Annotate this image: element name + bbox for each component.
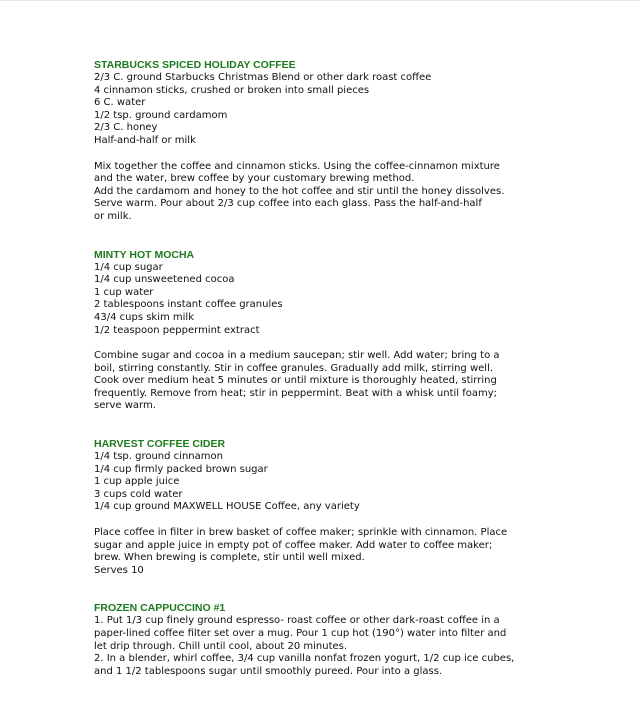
ingredient-item: 1/4 cup firmly packed brown sugar xyxy=(94,463,268,475)
directions-line: Add the cardamom and honey to the hot coffee and stir until the honey dissolves. xyxy=(94,185,505,197)
recipe-frozen-cappuccino xyxy=(94,602,564,678)
directions-line: brew. When brewing is complete, stir until well mixed. xyxy=(94,552,365,564)
ingredient-item: 1/4 cup sugar xyxy=(94,261,163,273)
directions-line: Serves 10 xyxy=(94,564,144,576)
ingredient-item: 1/4 tsp. ground cinnamon xyxy=(94,451,223,463)
ingredient-item: 1 cup water xyxy=(94,286,154,298)
ingredient-item: 43/4 cups skim milk xyxy=(94,311,194,323)
ingredient-item: 2/3 C. honey xyxy=(94,122,158,134)
ingredient-item: 1/4 cup unsweetened cocoa xyxy=(94,274,235,286)
ingredient-item: 1/2 tsp. ground cardamom xyxy=(94,109,228,121)
directions-line: paper-lined coffee filter set over a mug. Pour 1 cup hot (190°) water into filter and xyxy=(94,628,507,639)
ingredient-item: 1/2 teaspoon peppermint extract xyxy=(94,324,260,336)
directions-line: and 1 1/2 tablespoons sugar until smoothly pureed. Pour into a glass. xyxy=(94,665,443,677)
ingredient-item: 4 cinnamon sticks, crushed or broken into small pieces xyxy=(94,84,370,96)
directions-line: Cook over medium heat 5 minutes or until mixture is thoroughly heated, stirring xyxy=(94,375,497,387)
directions-text xyxy=(94,350,564,413)
recipe-minty-hot-mocha xyxy=(94,249,564,414)
ingredient-item: 6 C. water xyxy=(94,97,146,109)
ingredient-list xyxy=(94,262,564,338)
ingredient-item: Half-and-half or milk xyxy=(94,134,196,146)
directions-line: serve warm. xyxy=(94,400,156,412)
ingredient-item: 2/3 C. ground Starbucks Christmas Blend or other dark roast coffee xyxy=(94,72,432,83)
directions-text xyxy=(94,161,564,224)
recipe-harvest-coffee-cider xyxy=(94,438,564,577)
recipe-title: STARBUCKS SPICED HOLIDAY COFFEE xyxy=(94,59,296,71)
directions-line: Serve warm. Pour about 2/3 cup coffee into each glass. Pass the half-and-half xyxy=(94,198,482,210)
ingredient-list xyxy=(94,72,564,148)
directions-line: let drip through. Chill until cool, about 20 minutes. xyxy=(94,640,348,652)
directions-line: Combine sugar and cocoa in a medium saucepan; stir well. Add water; bring to a xyxy=(94,350,500,362)
directions-line: 1. Put 1/3 cup finely ground espresso- roast coffee or other dark-roast coffee in a xyxy=(94,615,500,627)
directions-text xyxy=(94,527,564,577)
recipe-spiced-holiday-coffee xyxy=(94,59,564,224)
directions-text xyxy=(94,615,564,678)
directions-line: boil, stirring constantly. Stir in coffee granules. Gradually add milk, stirring well. xyxy=(94,362,494,374)
ingredient-item: 2 tablespoons instant coffee granules xyxy=(94,299,283,311)
ingredient-item: 3 cups cold water xyxy=(94,488,183,500)
directions-line: 2. In a blender, whirl coffee, 3/4 cup vanilla nonfat frozen yogurt, 1/2 cup ice cubes, xyxy=(94,653,515,665)
directions-line: and the water, brew coffee by your customary brewing method. xyxy=(94,173,415,185)
recipe-title: HARVEST COFFEE CIDER xyxy=(94,438,226,451)
ingredient-item: 1 cup apple juice xyxy=(94,476,180,488)
recipe-title: MINTY HOT MOCHA xyxy=(94,248,195,261)
directions-line: or milk. xyxy=(94,210,132,222)
directions-line: Place coffee in filter in brew basket of coffee maker; sprinkle with cinnamon. Place xyxy=(94,527,508,539)
directions-line: Mix together the coffee and cinnamon sticks. Using the coffee-cinnamon mixture xyxy=(94,160,500,172)
directions-line: sugar and apple juice in empty pot of coffee maker. Add water to coffee maker; xyxy=(94,539,493,551)
recipe-title: FROZEN CAPPUCCINO #1 xyxy=(94,602,226,615)
ingredient-item: 1/4 cup ground MAXWELL HOUSE Coffee, any variety xyxy=(94,501,360,513)
directions-line: frequently. Remove from heat; stir in peppermint. Beat with a whisk until foamy; xyxy=(94,387,498,399)
ingredient-list xyxy=(94,451,564,514)
recipe-list xyxy=(94,59,564,703)
